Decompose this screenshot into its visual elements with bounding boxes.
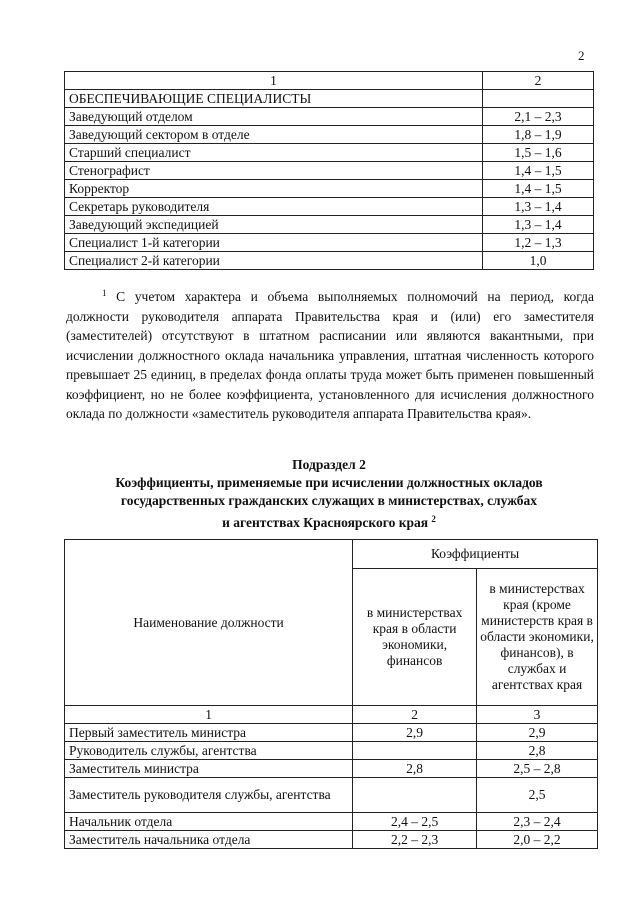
table-row xyxy=(65,831,598,849)
column-header-economy-ministries: в министерствах края в области экономики, финансов xyxy=(353,569,477,706)
position-name: Заведующий сектором в отделе xyxy=(65,126,483,144)
position-name: Корректор xyxy=(65,180,483,198)
position-name: Заместитель руководителя службы, агентства xyxy=(65,778,353,813)
table-row xyxy=(65,724,598,742)
coefficient-value: 1,3 – 1,4 xyxy=(483,216,594,234)
position-name: Заведующий отделом xyxy=(65,108,483,126)
coefficient-economy xyxy=(353,778,477,813)
coefficient-other: 2,3 – 2,4 xyxy=(477,813,598,831)
column-number-1: 1 xyxy=(65,706,353,724)
subsection-title-mark: 2 xyxy=(431,514,436,524)
coefficient-value: 1,0 xyxy=(483,252,594,270)
position-name: Секретарь руководителя xyxy=(65,198,483,216)
coefficient-value: 2,1 – 2,3 xyxy=(483,108,594,126)
coefficients-table-support-staff xyxy=(64,71,594,270)
table-header-row xyxy=(65,540,598,569)
coefficient-other: 2,8 xyxy=(477,742,598,760)
coefficient-value: 1,2 – 1,3 xyxy=(483,234,594,252)
table-row xyxy=(65,216,594,234)
table-number-row xyxy=(65,706,598,724)
table-row xyxy=(65,180,594,198)
position-name: Заведующий экспедицией xyxy=(65,216,483,234)
coefficients-table-ministries xyxy=(64,539,598,849)
coefficient-economy: 2,8 xyxy=(353,760,477,778)
table-row xyxy=(65,198,594,216)
table-row xyxy=(65,778,598,813)
coefficient-value: 1,4 – 1,5 xyxy=(483,180,594,198)
table-row xyxy=(65,144,594,162)
position-name: Стенографист xyxy=(65,162,483,180)
table-header-row xyxy=(65,72,594,90)
coefficient-value: 1,5 – 1,6 xyxy=(483,144,594,162)
coefficient-economy: 2,4 – 2,5 xyxy=(353,813,477,831)
coefficient-value: 1,8 – 1,9 xyxy=(483,126,594,144)
position-name: Руководитель службы, агентства xyxy=(65,742,353,760)
subsection-title-line-3-text: и агентствах Красноярского края xyxy=(222,515,429,530)
coefficient-economy xyxy=(353,742,477,760)
table-row xyxy=(65,760,598,778)
subsection-title-line-1: Коэффициенты, применяемые при исчислении должностных окладов xyxy=(115,475,543,490)
position-name: Специалист 2-й категории xyxy=(65,252,483,270)
column-number-1: 1 xyxy=(65,72,483,90)
column-number-3: 3 xyxy=(477,706,598,724)
subsection-title-line-3 xyxy=(64,510,594,532)
position-name: Заместитель министра xyxy=(65,760,353,778)
coefficient-other: 2,5 – 2,8 xyxy=(477,760,598,778)
table-row xyxy=(65,252,594,270)
coefficient-other: 2,9 xyxy=(477,724,598,742)
position-name: Специалист 1-й категории xyxy=(65,234,483,252)
column-number-2: 2 xyxy=(353,706,477,724)
position-name: ОБЕСПЕЧИВАЮЩИЕ СПЕЦИАЛИСТЫ xyxy=(65,90,483,108)
coefficient-economy: 2,9 xyxy=(353,724,477,742)
table-row xyxy=(65,108,594,126)
footnote xyxy=(66,284,594,424)
table-row xyxy=(65,162,594,180)
coefficient-economy: 2,2 – 2,3 xyxy=(353,831,477,849)
table-row xyxy=(65,742,598,760)
coefficient-value xyxy=(483,90,594,108)
column-header-other-ministries: в министерствах края (кроме министерств края в области экономики, финансов), в службах и агентствах края xyxy=(477,569,598,706)
table-row xyxy=(65,90,594,108)
column-header-position: Наименование должности xyxy=(65,540,353,706)
subsection-title-line-2: государственных гражданских служащих в министерствах, службах xyxy=(120,493,538,508)
subsection-heading xyxy=(64,456,594,532)
coefficient-other: 2,0 – 2,2 xyxy=(477,831,598,849)
table-row xyxy=(65,234,594,252)
column-number-2: 2 xyxy=(483,72,594,90)
subsection-label: Подраздел 2 xyxy=(292,457,366,472)
position-name: Начальник отдела xyxy=(65,813,353,831)
position-name: Первый заместитель министра xyxy=(65,724,353,742)
footnote-text: С учетом характера и объема выполняемых полномочий на период, когда должности руководителя аппарата Правительства края и (или) его заместителя (заместителей) отсутствуют в штатном расписании или являются вакантными, при исчислении должностного оклада начальника управления, штатная численность которого превышает 25 единиц, в пределах фонда оплаты труда может быть применен повышенный коэффициент, но не более коэффициента, установленного для исчисления должностного оклада по должности «заместитель руководителя аппарата Правительства края». xyxy=(66,289,594,421)
table-row xyxy=(65,126,594,144)
page-number: 2 xyxy=(578,48,585,63)
coefficient-value: 1,4 – 1,5 xyxy=(483,162,594,180)
position-name: Заместитель начальника отдела xyxy=(65,831,353,849)
coefficient-other: 2,5 xyxy=(477,778,598,813)
footnote-mark: 1 xyxy=(102,288,107,298)
table-row xyxy=(65,813,598,831)
coefficient-value: 1,3 – 1,4 xyxy=(483,198,594,216)
position-name: Старший специалист xyxy=(65,144,483,162)
column-header-coefficients: Коэффициенты xyxy=(353,540,598,569)
